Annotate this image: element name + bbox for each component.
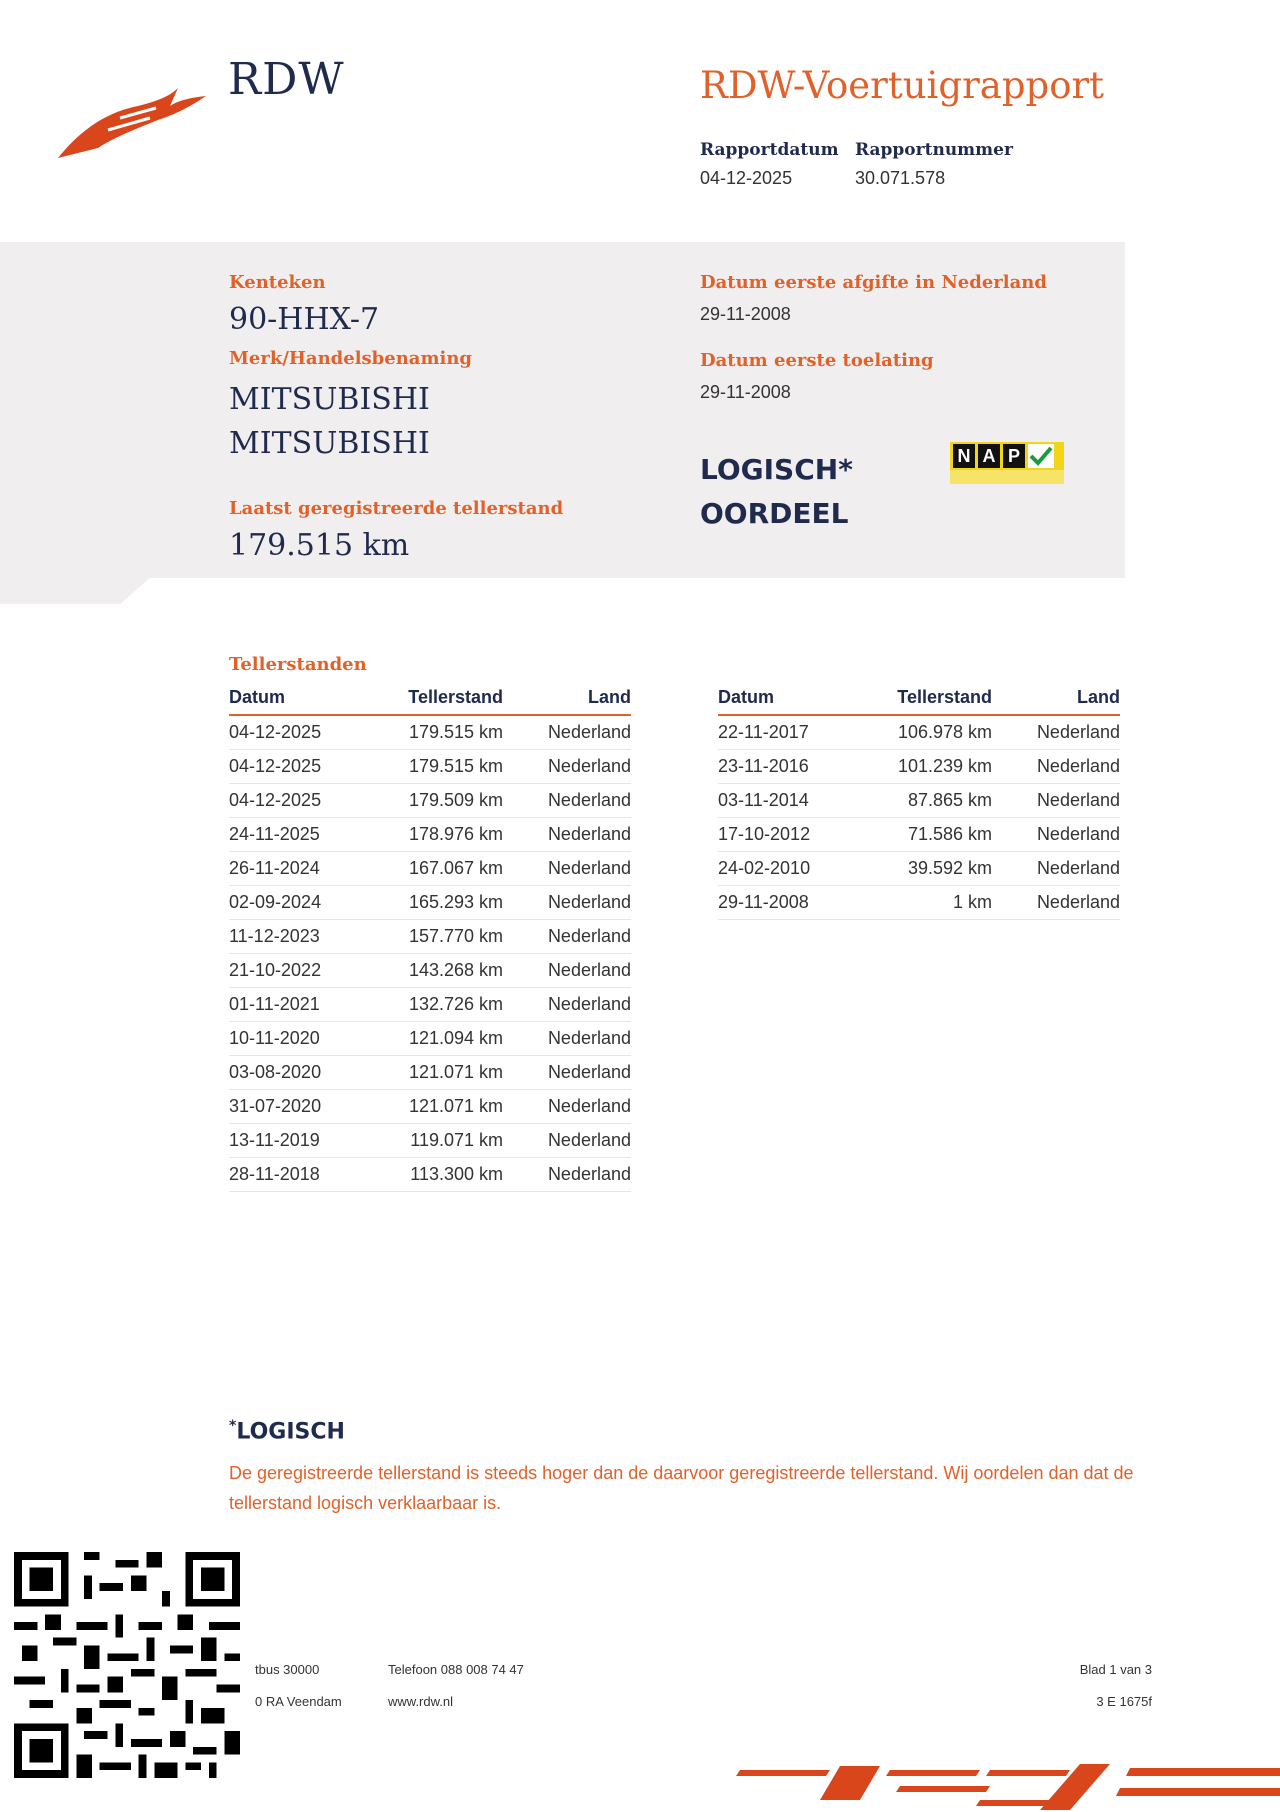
reading-country: Nederland (992, 886, 1120, 920)
plate-value: 90-HHX-7 (229, 302, 380, 337)
table-row (229, 784, 631, 818)
col-country: Land (992, 684, 1120, 715)
reading-country: Nederland (503, 1022, 631, 1056)
note-text: De geregistreerde tellerstand is steeds hoger dan de daarvoor geregistreerde tellerstand. Wij oordelen dan dat de tellerstand logisch verklaarbaar is. (229, 1463, 1134, 1513)
first-admission-value: 29-11-2008 (700, 382, 791, 402)
nap-letter-p: P (1003, 444, 1025, 468)
table-row (229, 715, 631, 750)
table-row (229, 920, 631, 954)
reading-date: 04-12-2025 (229, 715, 369, 750)
verdict-label: OORDEEL (700, 497, 849, 530)
reading-date: 04-12-2025 (229, 750, 369, 784)
verdict-value: LOGISCH* (700, 453, 853, 486)
note-title-text: LOGISCH (236, 1419, 345, 1445)
reading-odometer: 157.770 km (369, 920, 503, 954)
reading-odometer: 87.865 km (858, 784, 992, 818)
reading-country: Nederland (503, 750, 631, 784)
reading-odometer: 167.067 km (369, 852, 503, 886)
reading-country: Nederland (992, 715, 1120, 750)
reading-date: 21-10-2022 (229, 954, 369, 988)
brand-name: RDW (228, 54, 345, 105)
reading-date: 31-07-2020 (229, 1090, 369, 1124)
readings-table-left (229, 684, 631, 1192)
reading-date: 04-12-2025 (229, 784, 369, 818)
table-row (718, 852, 1120, 886)
col-country: Land (503, 684, 631, 715)
reading-country: Nederland (503, 784, 631, 818)
table-row (229, 1158, 631, 1192)
col-date: Datum (229, 684, 369, 715)
note-title (229, 1418, 345, 1444)
table-row (718, 818, 1120, 852)
reading-country: Nederland (503, 1090, 631, 1124)
reading-odometer: 71.586 km (858, 818, 992, 852)
reading-odometer: 179.515 km (369, 750, 503, 784)
col-date: Datum (718, 684, 858, 715)
reading-date: 24-11-2025 (229, 818, 369, 852)
reading-country: Nederland (503, 954, 631, 988)
reading-country: Nederland (503, 988, 631, 1022)
footer-doc-code: 3 E 1675f (1096, 1694, 1152, 1709)
table-row (229, 988, 631, 1022)
reading-date: 28-11-2018 (229, 1158, 369, 1192)
qr-code (14, 1552, 240, 1778)
decorative-stripes (730, 1740, 1280, 1812)
first-nl-value: 29-11-2008 (700, 304, 791, 324)
reading-country: Nederland (503, 1158, 631, 1192)
table-row (229, 852, 631, 886)
nap-badge (950, 442, 1064, 484)
plate-label: Kenteken (229, 272, 326, 293)
table-row (229, 954, 631, 988)
reading-country: Nederland (503, 818, 631, 852)
reading-date: 24-02-2010 (718, 852, 858, 886)
reading-odometer: 119.071 km (369, 1124, 503, 1158)
reading-date: 17-10-2012 (718, 818, 858, 852)
first-nl-label: Datum eerste afgifte in Nederland (700, 272, 1047, 293)
check-icon (1028, 444, 1054, 468)
reading-country: Nederland (503, 715, 631, 750)
panel-tab (0, 578, 150, 604)
make-value: MITSUBISHI (229, 382, 430, 417)
reading-country: Nederland (503, 1056, 631, 1090)
reading-odometer: 179.509 km (369, 784, 503, 818)
reading-odometer: 132.726 km (369, 988, 503, 1022)
reading-odometer: 113.300 km (369, 1158, 503, 1192)
trade-name-value: MITSUBISHI (229, 426, 430, 461)
first-admission-label: Datum eerste toelating (700, 350, 934, 371)
reading-odometer: 121.071 km (369, 1056, 503, 1090)
reading-date: 01-11-2021 (229, 988, 369, 1022)
reading-odometer: 143.268 km (369, 954, 503, 988)
reading-country: Nederland (992, 784, 1120, 818)
reading-date: 26-11-2024 (229, 852, 369, 886)
reading-date: 03-11-2014 (718, 784, 858, 818)
footer-address-line1: tbus 30000 (255, 1662, 320, 1677)
readings-table-right (718, 684, 1120, 920)
table-row (718, 886, 1120, 920)
readings-title: Tellerstanden (229, 654, 367, 675)
reading-date: 23-11-2016 (718, 750, 858, 784)
table-row (229, 1056, 631, 1090)
col-odometer: Tellerstand (369, 684, 503, 715)
reading-odometer: 165.293 km (369, 886, 503, 920)
report-number: 30.071.578 (855, 168, 946, 188)
odometer-label: Laatst geregistreerde tellerstand (229, 498, 564, 519)
footer-address-line2: 0 RA Veendam (255, 1694, 342, 1709)
table-row (718, 750, 1120, 784)
note-star: * (229, 1418, 237, 1434)
report-date: 04-12-2025 (700, 168, 793, 188)
table-row (229, 818, 631, 852)
reading-country: Nederland (503, 886, 631, 920)
table-row (229, 1090, 631, 1124)
reading-date: 03-08-2020 (229, 1056, 369, 1090)
report-date-label: Rapportdatum (700, 140, 839, 160)
reading-country: Nederland (503, 1124, 631, 1158)
footer-phone: Telefoon 088 008 74 47 (388, 1662, 524, 1677)
footer-page: Blad 1 van 3 (1079, 1662, 1152, 1677)
footer-website: www.rdw.nl (388, 1694, 454, 1709)
report-number-label: Rapportnummer (855, 140, 1013, 160)
reading-date: 02-09-2024 (229, 886, 369, 920)
reading-date: 22-11-2017 (718, 715, 858, 750)
reading-country: Nederland (503, 920, 631, 954)
col-odometer: Tellerstand (858, 684, 992, 715)
make-label: Merk/Handelsbenaming (229, 348, 473, 369)
reading-country: Nederland (503, 852, 631, 886)
table-row (229, 1124, 631, 1158)
reading-date: 29-11-2008 (718, 886, 858, 920)
reading-odometer: 178.976 km (369, 818, 503, 852)
reading-odometer: 1 km (858, 886, 992, 920)
nap-letter-a: A (978, 444, 1000, 468)
reading-date: 11-12-2023 (229, 920, 369, 954)
reading-odometer: 39.592 km (858, 852, 992, 886)
table-row (718, 784, 1120, 818)
table-row (229, 750, 631, 784)
reading-odometer: 121.071 km (369, 1090, 503, 1124)
report-title: RDW-Voertuigrapport (700, 64, 1105, 107)
reading-country: Nederland (992, 852, 1120, 886)
reading-date: 10-11-2020 (229, 1022, 369, 1056)
reading-country: Nederland (992, 750, 1120, 784)
reading-odometer: 101.239 km (858, 750, 992, 784)
nap-letter-n: N (953, 444, 975, 468)
reading-country: Nederland (992, 818, 1120, 852)
odometer-value: 179.515 km (229, 528, 410, 563)
reading-odometer: 121.094 km (369, 1022, 503, 1056)
reading-date: 13-11-2019 (229, 1124, 369, 1158)
table-row (229, 886, 631, 920)
table-row (718, 715, 1120, 750)
reading-odometer: 106.978 km (858, 715, 992, 750)
reading-odometer: 179.515 km (369, 715, 503, 750)
table-row (229, 1022, 631, 1056)
rdw-logo-icon (58, 78, 208, 160)
